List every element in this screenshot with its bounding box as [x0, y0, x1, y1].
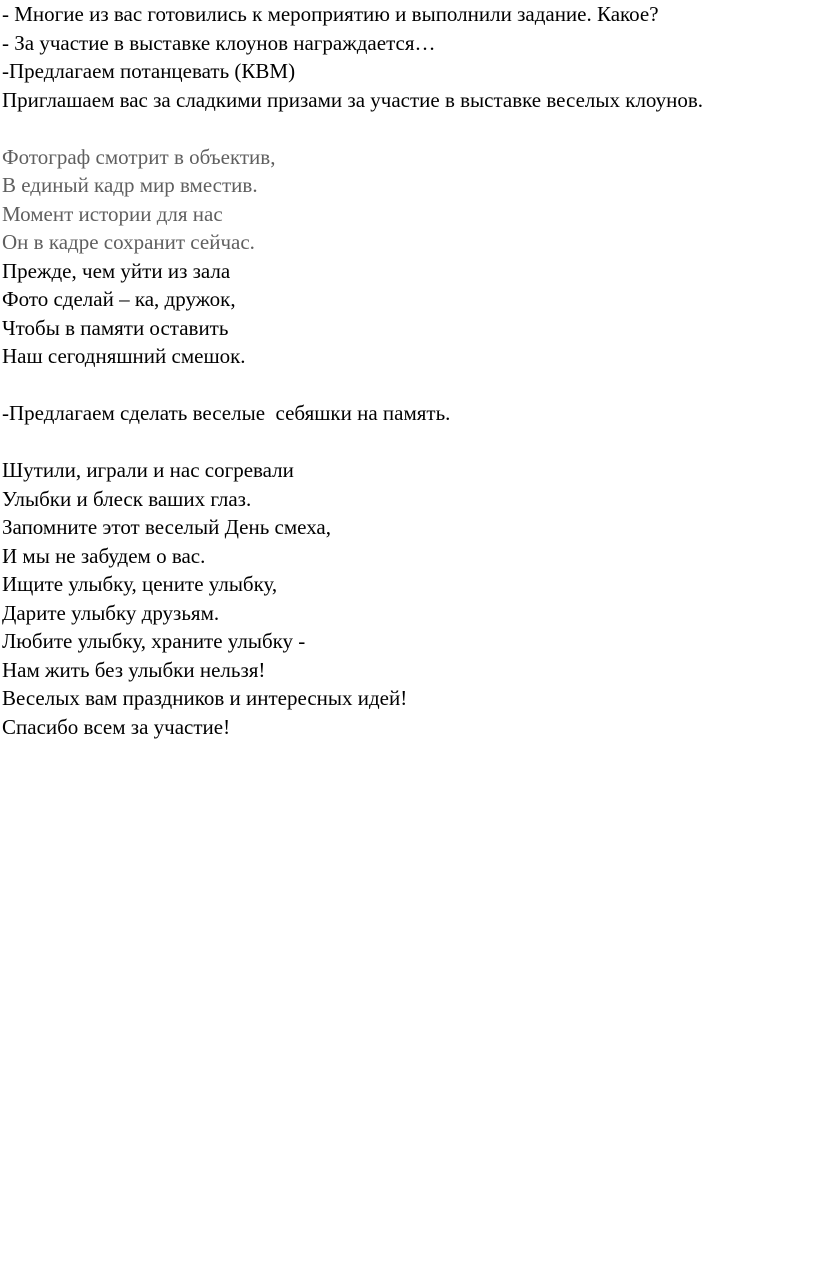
photo-poem-line: Момент истории для нас [2, 201, 223, 226]
closing-poem-line: Запомните этот веселый День смеха, [2, 515, 332, 539]
closing-poem-line: Нам жить без улыбки нельзя! [2, 657, 266, 682]
closing-poem-line: Дарите улыбку друзьям. [2, 600, 220, 625]
photo-poem-line: Фотограф смотрит в объектив, [2, 144, 276, 169]
invite-paragraph: Приглашаем вас за сладкими призами за участие в выставке веселых клоунов. [2, 87, 704, 112]
intro-line: - За участие в выставке клоунов награждается… [2, 30, 436, 55]
closing-poem-line: Улыбки и блеск ваших глаз. [2, 486, 252, 511]
photo-poem-line: В единый кадр мир вместив. [2, 173, 258, 197]
closing-poem-line: И мы не забудем о вас. [2, 543, 206, 568]
intro-line: - Многие из вас готовились к мероприятию и выполнили задание. Какое? [2, 2, 659, 26]
closing-poem-line: Ищите улыбку, цените улыбку, [2, 572, 278, 596]
intro-line: -Предлагаем потанцевать (КВМ) [2, 59, 296, 83]
paragraph-spacer [2, 428, 812, 457]
closing-poem-line: Шутили, играли и нас согревали [2, 458, 294, 482]
selfie-offer-line: -Предлагаем сделать веселые себяшки на память. [2, 401, 451, 425]
photo-poem-line: Он в кадре сохранит сейчас. [2, 230, 255, 254]
photo-poem-line: Прежде, чем уйти из зала [2, 258, 231, 283]
closing-poem-line: Спасибо всем за участие! [2, 714, 231, 739]
paragraph-spacer [2, 114, 812, 143]
photo-poem-line: Чтобы в памяти оставить [2, 315, 229, 340]
photo-poem-line: Фото сделай – ка, дружок, [2, 287, 236, 311]
paragraph-spacer [2, 371, 812, 400]
closing-poem-line: Веселых вам праздников и интересных идей! [2, 686, 408, 710]
closing-poem-line: Любите улыбку, храните улыбку - [2, 629, 306, 653]
photo-poem-line: Наш сегодняшний смешок. [2, 344, 246, 368]
document-body [2, 0, 812, 741]
